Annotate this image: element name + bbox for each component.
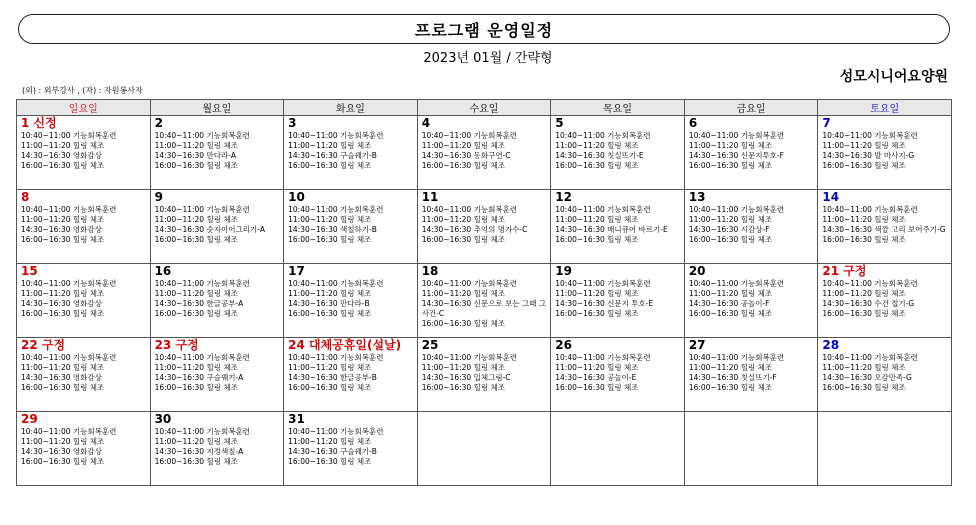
program-event: 16:00~16:30 힐링 체조 — [154, 235, 238, 244]
day-number: 9 — [154, 190, 163, 204]
day-number: 15 — [21, 264, 38, 278]
program-event: 16:00~16:30 힐링 체조 — [21, 309, 105, 318]
calendar-day-cell — [17, 338, 151, 412]
program-event: 10:40~11:00 기능회복훈련 — [688, 205, 785, 214]
program-event: 16:00~16:30 힐링 체조 — [288, 309, 372, 318]
calendar-day-cell — [284, 264, 418, 338]
program-event: 16:00~16:30 힐링 체조 — [555, 161, 639, 170]
calendar-day-cell — [818, 412, 952, 486]
program-event: 14:30~16:30 영화감상 — [21, 373, 102, 382]
program-event: 11:00~11:20 힐링 체조 — [154, 215, 238, 224]
calendar-day-cell — [684, 116, 818, 190]
program-event: 14:30~16:30 지정색칠-A — [154, 447, 244, 456]
day-number: 24 대체공휴일(설날) — [288, 338, 402, 352]
day-number: 1 신정 — [21, 116, 57, 130]
weekday-saturday: 토요일 — [818, 100, 952, 116]
program-event: 16:00~16:30 힐링 체조 — [688, 161, 773, 170]
program-event: 11:00~11:20 힐링 체조 — [21, 363, 105, 372]
program-event: 16:00~16:30 힐링 체조 — [21, 235, 105, 244]
program-event: 11:00~11:20 힐링 체조 — [688, 215, 773, 224]
program-event: 10:40~11:00 기능회복훈련 — [421, 279, 518, 288]
calendar-day-cell — [818, 264, 952, 338]
calendar-day-cell — [284, 116, 418, 190]
legend-note: (외) : 외부강사 , (자) : 자원봉사자 — [22, 86, 143, 95]
weekday-header-row — [17, 100, 952, 116]
program-event: 10:40~11:00 기능회복훈련 — [688, 131, 785, 140]
program-event: 10:40~11:00 기능회복훈련 — [154, 131, 250, 140]
program-event: 14:30~16:30 만다라-A — [154, 151, 237, 160]
day-number: 29 — [21, 412, 38, 426]
program-event: 10:40~11:00 기능회복훈련 — [21, 353, 117, 362]
calendar-day-cell — [684, 412, 818, 486]
program-event: 10:40~11:00 기능회복훈련 — [288, 353, 384, 362]
weekday-tuesday: 화요일 — [284, 100, 418, 116]
program-event: 16:00~16:30 힐링 체조 — [421, 383, 505, 392]
program-event: 10:40~11:00 기능회복훈련 — [154, 427, 250, 436]
calendar-day-cell — [551, 264, 685, 338]
weekday-sunday: 일요일 — [17, 100, 151, 116]
program-event: 11:00~11:20 힐링 체조 — [555, 215, 639, 224]
program-event: 14:30~16:30 신문지투호-F — [688, 151, 784, 160]
program-event: 11:00~11:20 힐링 체조 — [421, 215, 505, 224]
day-number: 26 — [555, 338, 572, 352]
program-event: 10:40~11:00 기능회복훈련 — [688, 353, 785, 362]
program-event: 11:00~11:20 힐링 체조 — [555, 363, 639, 372]
calendar-day-cell — [17, 412, 151, 486]
program-event: 11:00~11:20 힐링 체조 — [421, 141, 505, 150]
calendar-day-cell — [150, 412, 284, 486]
weekday-monday: 월요일 — [150, 100, 284, 116]
calendar-day-cell — [684, 264, 818, 338]
program-event: 16:00~16:30 힐링 체조 — [555, 309, 639, 318]
program-event: 10:40~11:00 기능회복훈련 — [21, 279, 117, 288]
program-event: 14:30~16:30 색칠하기-B — [288, 225, 377, 234]
program-event: 11:00~11:20 힐링 체조 — [21, 289, 105, 298]
program-event: 11:00~11:20 힐링 체조 — [421, 289, 505, 298]
program-event: 11:00~11:20 힐링 체조 — [288, 363, 372, 372]
day-number: 6 — [688, 116, 698, 130]
calendar-day-cell — [150, 190, 284, 264]
program-event: 10:40~11:00 기능회복훈련 — [288, 131, 384, 140]
weekday-wednesday: 수요일 — [417, 100, 551, 116]
program-event: 14:30~16:30 발 마사지-G — [822, 151, 915, 160]
day-number: 13 — [688, 190, 706, 204]
program-event: 16:00~16:30 힐링 체조 — [154, 161, 238, 170]
program-event: 14:30~16:30 색깔 고리 보어주기-G — [822, 225, 946, 234]
program-event: 10:40~11:00 기능회복훈련 — [822, 131, 918, 140]
program-event: 10:40~11:00 기능회복훈련 — [288, 427, 384, 436]
program-event: 16:00~16:30 힐링 체조 — [288, 383, 372, 392]
program-event: 16:00~16:30 힐링 체조 — [688, 383, 773, 392]
program-event: 11:00~11:20 힐링 체조 — [288, 437, 372, 446]
calendar-day-cell — [17, 190, 151, 264]
day-number: 30 — [154, 412, 172, 426]
calendar-week-row — [17, 116, 952, 190]
day-number: 22 구정 — [21, 338, 66, 352]
schedule-subtitle: 2023년 01월 / 간략형 — [423, 51, 553, 66]
program-event: 11:00~11:20 힐링 체조 — [688, 141, 773, 150]
program-event: 11:00~11:20 힐링 체조 — [21, 437, 105, 446]
program-event: 10:40~11:00 기능회복훈련 — [555, 279, 651, 288]
program-event: 11:00~11:20 힐링 체조 — [154, 437, 238, 446]
program-event: 10:40~11:00 기능회복훈련 — [822, 353, 918, 362]
calendar-day-cell — [818, 190, 952, 264]
day-number: 11 — [421, 190, 439, 204]
program-event: 10:40~11:00 기능회복훈련 — [154, 205, 250, 214]
program-event: 14:30~16:30 한글공부-A — [154, 299, 244, 308]
day-number: 16 — [154, 264, 172, 278]
program-event: 11:00~11:20 힐링 체조 — [288, 141, 372, 150]
calendar-week-row — [17, 264, 952, 338]
program-event: 16:00~16:30 힐링 체조 — [822, 161, 906, 170]
calendar-day-cell — [17, 116, 151, 190]
weekday-friday: 금요일 — [684, 100, 818, 116]
program-event: 11:00~11:20 힐링 체조 — [822, 289, 906, 298]
program-event: 16:00~16:30 힐링 체조 — [288, 457, 372, 466]
program-event: 16:00~16:30 힐링 체조 — [288, 235, 372, 244]
program-event: 16:00~16:30 힐링 체조 — [555, 383, 639, 392]
calendar-day-cell — [150, 264, 284, 338]
program-event: 11:00~11:20 힐링 체조 — [555, 141, 639, 150]
program-event: 14:30~16:30 신문지 투호-E — [555, 299, 654, 308]
day-number: 2 — [154, 116, 163, 130]
program-event: 11:00~11:20 힐링 체조 — [288, 289, 372, 298]
program-event: 14:30~16:30 추억의 명가수-C — [421, 225, 528, 234]
day-number: 3 — [288, 116, 297, 130]
calendar-day-cell — [17, 264, 151, 338]
program-event: 16:00~16:30 힐링 체조 — [154, 457, 238, 466]
calendar-day-cell — [818, 338, 952, 412]
calendar-day-cell — [551, 338, 685, 412]
program-event: 14:30~16:30 구슬꿰기-B — [288, 447, 377, 456]
program-event: 10:40~11:00 기능회복훈련 — [21, 427, 117, 436]
program-event: 11:00~11:20 힐링 체조 — [688, 289, 773, 298]
program-event: 10:40~11:00 기능회복훈련 — [555, 205, 651, 214]
program-event: 11:00~11:20 힐링 체조 — [154, 141, 238, 150]
calendar-day-cell — [284, 190, 418, 264]
program-event: 16:00~16:30 힐링 체조 — [822, 309, 906, 318]
program-event: 14:30~16:30 수건 접기-G — [822, 299, 915, 308]
program-event: 10:40~11:00 기능회복훈련 — [555, 131, 651, 140]
day-number: 25 — [421, 338, 439, 352]
calendar-day-cell — [417, 116, 551, 190]
day-number: 7 — [822, 116, 831, 130]
program-event: 16:00~16:30 힐링 체조 — [822, 235, 906, 244]
calendar-day-cell — [150, 338, 284, 412]
program-event: 11:00~11:20 힐링 체조 — [555, 289, 639, 298]
day-number: 27 — [688, 338, 706, 352]
program-event: 14:30~16:30 구슬꿰기-A — [154, 373, 244, 382]
program-event: 10:40~11:00 기능회복훈련 — [288, 279, 384, 288]
program-event: 11:00~11:20 힐링 체조 — [688, 363, 773, 372]
program-event: 16:00~16:30 힐링 체조 — [421, 161, 505, 170]
day-number: 5 — [555, 116, 564, 130]
day-number: 14 — [822, 190, 840, 204]
program-event: 14:30~16:30 영화감상 — [21, 299, 102, 308]
calendar-day-cell — [284, 412, 418, 486]
program-event: 16:00~16:30 힐링 체조 — [288, 161, 372, 170]
program-event: 14:30~16:30 입체그림-C — [421, 373, 511, 382]
program-event: 16:00~16:30 힐링 체조 — [21, 161, 105, 170]
program-event: 11:00~11:20 힐링 체조 — [822, 141, 906, 150]
day-number: 8 — [21, 190, 30, 204]
calendar-day-cell — [417, 412, 551, 486]
day-number: 31 — [288, 412, 305, 426]
calendar-day-cell — [818, 116, 952, 190]
program-event: 11:00~11:20 힐링 체조 — [154, 289, 238, 298]
day-number: 12 — [555, 190, 572, 204]
organization-name: 성모시니어요양원 — [839, 69, 948, 85]
program-event: 11:00~11:20 힐링 체조 — [421, 363, 505, 372]
program-event: 14:30~16:30 공놀이-E — [555, 373, 637, 382]
day-number: 20 — [688, 264, 706, 278]
calendar-day-cell — [417, 338, 551, 412]
program-event: 16:00~16:30 힐링 체조 — [421, 319, 505, 328]
calendar-day-cell — [684, 190, 818, 264]
program-event: 10:40~11:00 기능회복훈련 — [154, 353, 250, 362]
program-event: 10:40~11:00 기능회복훈련 — [154, 279, 250, 288]
program-event: 14:30~16:30 영화감상 — [21, 225, 102, 234]
program-event: 14:30~16:30 매니큐어 바르기-E — [555, 225, 668, 234]
calendar-day-cell — [417, 190, 551, 264]
day-number: 17 — [288, 264, 305, 278]
program-event: 10:40~11:00 기능회복훈련 — [21, 205, 117, 214]
program-event: 14:30~16:30 영화감상 — [21, 447, 102, 456]
calendar-day-cell — [551, 116, 685, 190]
program-event: 10:40~11:00 기능회복훈련 — [822, 279, 918, 288]
program-event: 16:00~16:30 힐링 체조 — [21, 383, 105, 392]
program-event: 16:00~16:30 힐링 체조 — [154, 309, 238, 318]
calendar-day-cell — [684, 338, 818, 412]
program-event: 16:00~16:30 힐링 체조 — [154, 383, 238, 392]
weekday-thursday: 목요일 — [551, 100, 685, 116]
program-event: 14:30~16:30 구슬꿰기-B — [288, 151, 377, 160]
program-event: 10:40~11:00 기능회복훈련 — [555, 353, 651, 362]
program-event: 14:30~16:30 칫실뜨기-F — [688, 373, 777, 382]
program-event: 14:30~16:30 한글공부-B — [288, 373, 377, 382]
program-event: 11:00~11:20 힐링 체조 — [154, 363, 238, 372]
page-title: 프로그램 운영일정 — [18, 14, 950, 44]
program-event: 10:40~11:00 기능회복훈련 — [421, 131, 518, 140]
program-event: 14:30~16:30 영화감상 — [21, 151, 102, 160]
calendar-week-row — [17, 412, 952, 486]
calendar-table — [16, 99, 952, 486]
program-event: 10:40~11:00 기능회복훈련 — [822, 205, 918, 214]
day-number: 4 — [421, 116, 431, 130]
day-number: 23 구정 — [154, 338, 199, 352]
program-event: 16:00~16:30 힐링 체조 — [555, 235, 639, 244]
program-event: 10:40~11:00 기능회복훈련 — [688, 279, 785, 288]
program-event: 10:40~11:00 기능회복훈련 — [421, 353, 518, 362]
program-event: 11:00~11:20 힐링 체조 — [822, 363, 906, 372]
program-event: 14:30~16:30 숫자이어그리기-A — [154, 225, 266, 234]
calendar-day-cell — [551, 412, 685, 486]
program-event: 10:40~11:00 기능회복훈련 — [288, 205, 384, 214]
calendar-week-row — [17, 190, 952, 264]
calendar-week-row — [17, 338, 952, 412]
day-number: 19 — [555, 264, 572, 278]
program-event: 16:00~16:30 힐링 체조 — [21, 457, 105, 466]
program-event: 10:40~11:00 기능회복훈련 — [421, 205, 518, 214]
day-number: 21 구정 — [822, 264, 867, 278]
day-number: 18 — [421, 264, 439, 278]
program-event: 11:00~11:20 힐링 체조 — [822, 215, 906, 224]
program-event: 11:00~11:20 힐링 체조 — [21, 141, 105, 150]
program-event: 14:30~16:30 신문으로 보는 그때 그 사건-C — [421, 299, 546, 318]
program-event: 10:40~11:00 기능회복훈련 — [21, 131, 117, 140]
program-event: 14:30~16:30 오감만족-G — [822, 373, 912, 382]
program-event: 16:00~16:30 힐링 체조 — [421, 235, 505, 244]
program-event: 14:30~16:30 시감상-F — [688, 225, 770, 234]
calendar-day-cell — [551, 190, 685, 264]
calendar-day-cell — [150, 116, 284, 190]
day-number: 10 — [288, 190, 305, 204]
program-event: 16:00~16:30 힐링 체조 — [822, 383, 906, 392]
program-event: 16:00~16:30 힐링 체조 — [688, 235, 773, 244]
program-event: 11:00~11:20 힐링 체조 — [21, 215, 105, 224]
program-event: 14:30~16:30 동화구연-C — [421, 151, 511, 160]
program-event: 14:30~16:30 공놀이-F — [688, 299, 770, 308]
program-event: 14:30~16:30 칫실뜨기-E — [555, 151, 644, 160]
program-event: 11:00~11:20 힐링 체조 — [288, 215, 372, 224]
calendar-day-cell — [417, 264, 551, 338]
calendar-day-cell — [284, 338, 418, 412]
program-event: 14:30~16:30 만다라-B — [288, 299, 370, 308]
day-number: 28 — [822, 338, 840, 352]
program-event: 16:00~16:30 힐링 체조 — [688, 309, 773, 318]
